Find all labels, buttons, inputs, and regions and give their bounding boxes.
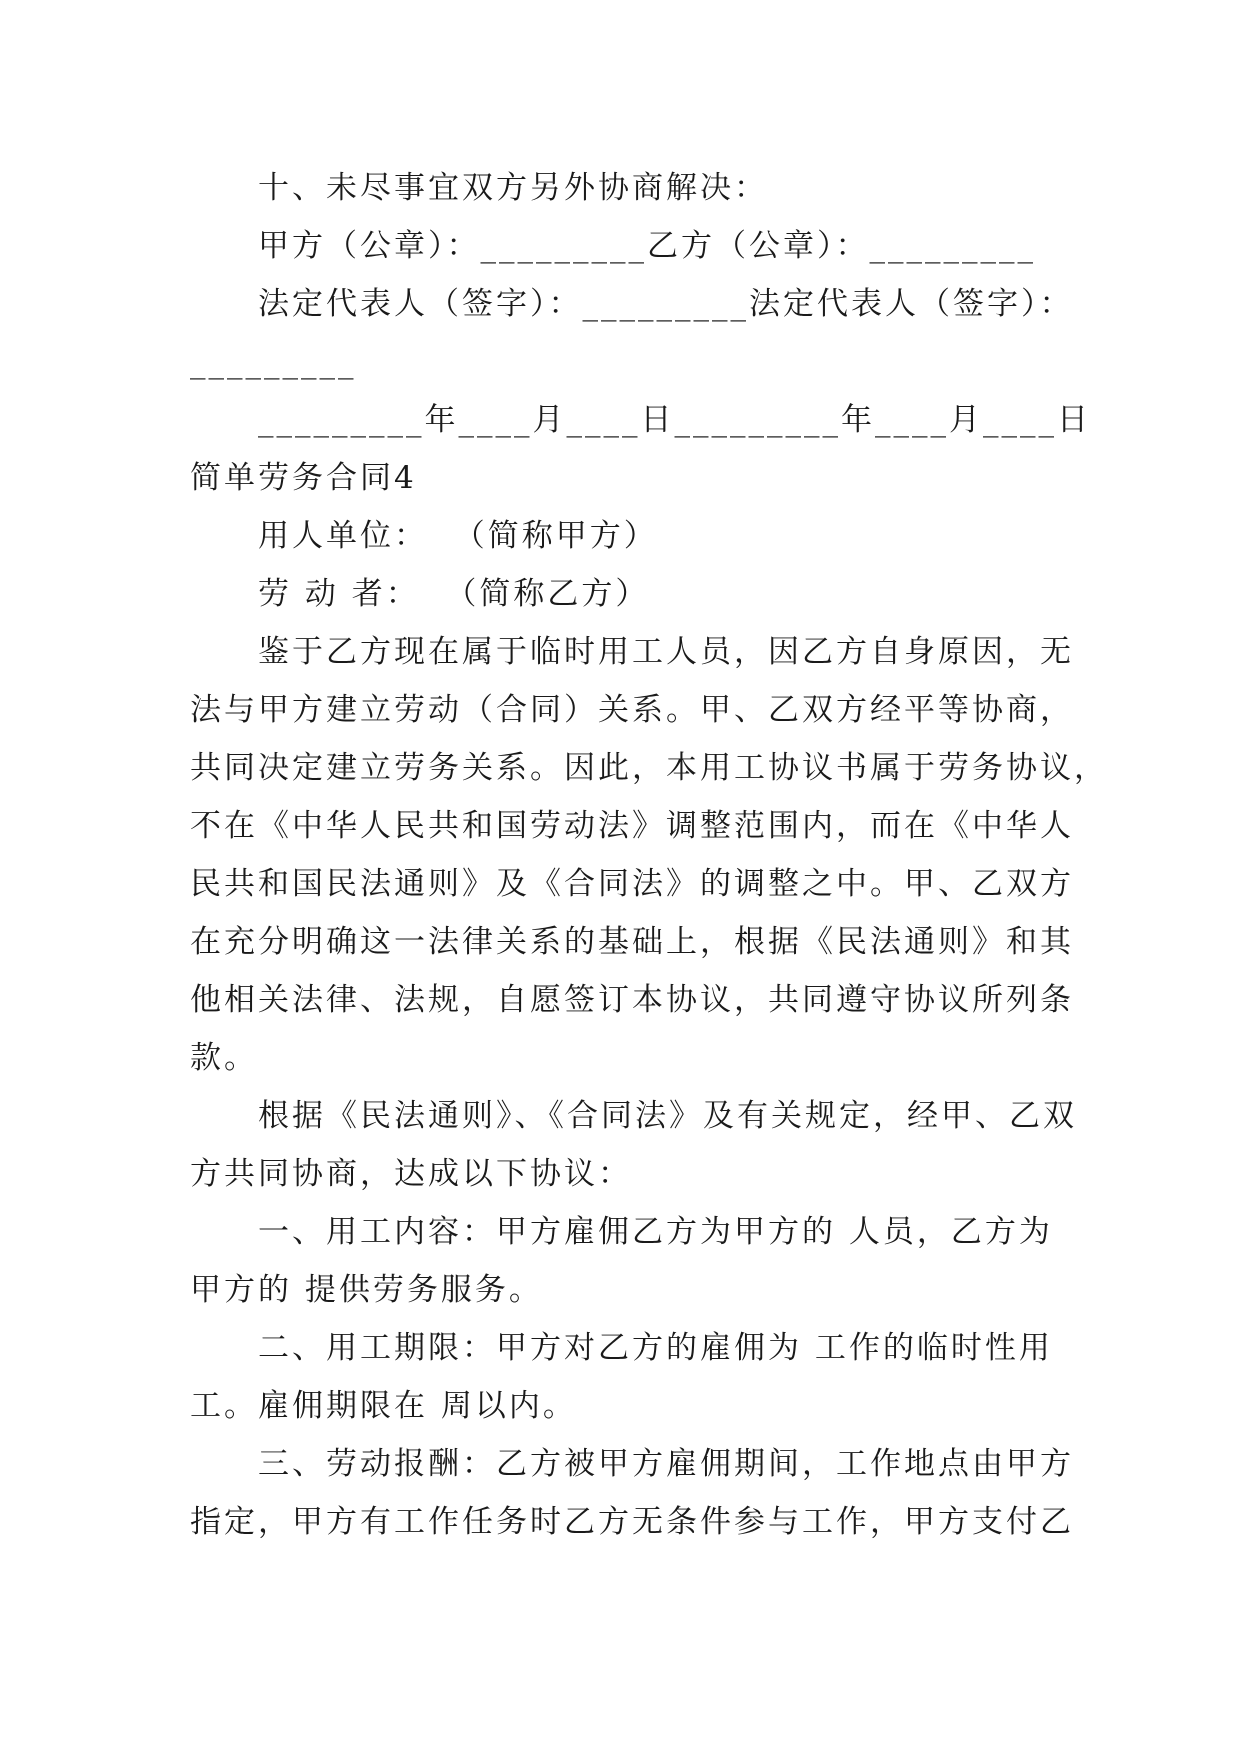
text-line: 不在《中华人民共和国劳动法》调整范围内，而在《中华人 <box>190 808 1074 844</box>
text-line: 二、用工期限：甲方对乙方的雇佣为 工作的临时性用 <box>258 1330 1053 1366</box>
text-line: 方共同协商，达成以下协议： <box>190 1156 632 1192</box>
text-line: _________ <box>190 344 357 380</box>
text-line: 法定代表人（签字）：_________法定代表人（签字）： <box>258 286 1074 322</box>
text-line: 款。 <box>190 1040 258 1076</box>
text-line: 三、劳动报酬：乙方被甲方雇佣期间，工作地点由甲方 <box>258 1446 1074 1482</box>
text-line: _________年____月____日_________年____月____日 <box>258 402 1091 438</box>
text-line: 指定，甲方有工作任务时乙方无条件参与工作，甲方支付乙 <box>190 1504 1074 1540</box>
text-line: 他相关法律、法规，自愿签订本协议，共同遵守协议所列条 <box>190 982 1074 1018</box>
text-line: 根据《民法通则》、《合同法》及有关规定，经甲、乙双 <box>258 1098 1077 1134</box>
text-line: 在充分明确这一法律关系的基础上，根据《民法通则》和其 <box>190 924 1074 960</box>
text-line: 甲方的 提供劳务服务。 <box>190 1272 543 1308</box>
text-line: 一、用工内容：甲方雇佣乙方为甲方的 人员，乙方为 <box>258 1214 1053 1250</box>
section-title: 简单劳务合同4 <box>190 460 417 496</box>
text-line: 共同决定建立劳务关系。因此，本用工协议书属于劳务协议， <box>190 750 1108 786</box>
text-line: 十、未尽事宜双方另外协商解决： <box>258 170 768 206</box>
text-line: 民共和国民法通则》及《合同法》的调整之中。甲、乙双方 <box>190 866 1074 902</box>
text-line: 甲方（公章）：_________乙方（公章）：_________ <box>258 228 1036 264</box>
text-line: 劳 动 者： （简称乙方） <box>258 576 650 612</box>
text-line: 法与甲方建立劳动（合同）关系。甲、乙双方经平等协商， <box>190 692 1074 728</box>
text-line: 用人单位： （简称甲方） <box>258 518 658 554</box>
text-line: 鉴于乙方现在属于临时用工人员，因乙方自身原因，无 <box>258 634 1074 670</box>
text-line: 工。雇佣期限在 周以内。 <box>190 1388 577 1424</box>
